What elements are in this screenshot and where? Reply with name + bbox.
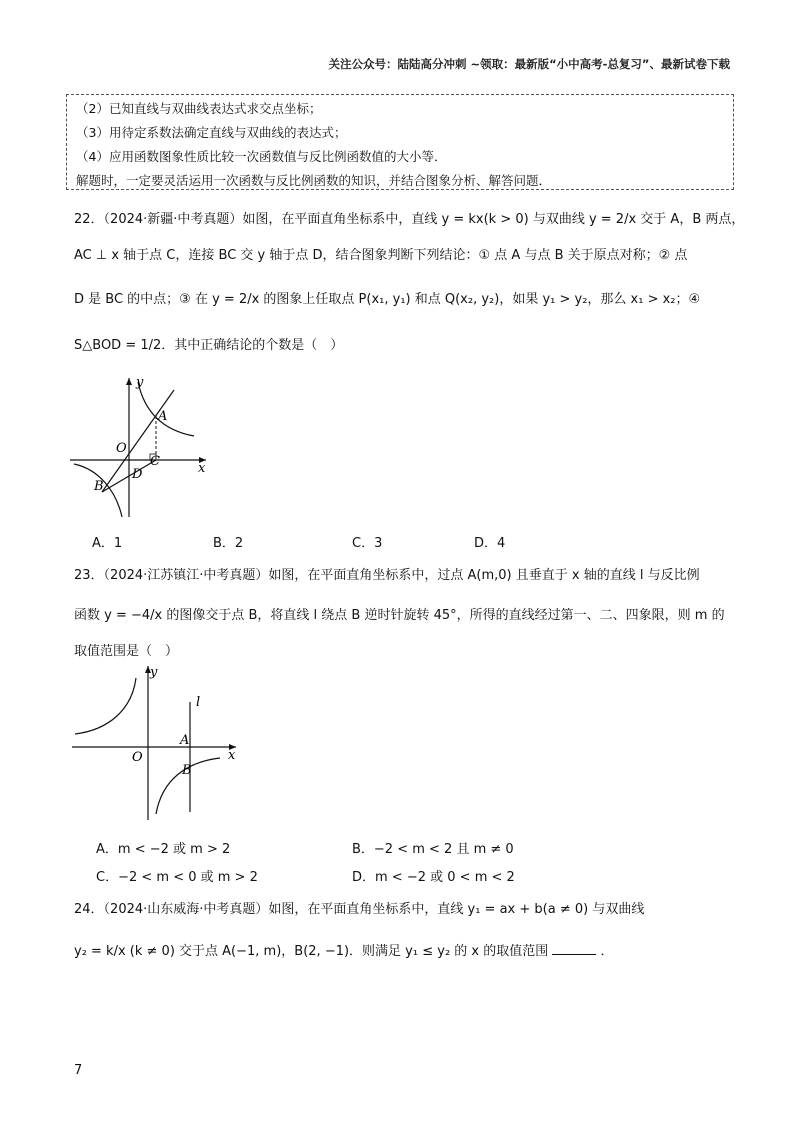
q23-option-c: C．−2 < m < 0 或 m > 2 bbox=[96, 870, 258, 885]
q22-option-a: A．1 bbox=[92, 536, 123, 551]
q24-line-2 bbox=[74, 940, 614, 959]
q23-option-b: B．−2 < m < 2 且 m ≠ 0 bbox=[352, 842, 514, 857]
page-number: 7 bbox=[74, 1063, 83, 1078]
q22-option-b: B．2 bbox=[213, 536, 244, 551]
q23-line-1: 23．（2024·江苏镇江·中考真题）如图，在平面直角坐标系中，过点 A(m,0) 且垂直于 x 轴的直线 l 与反比例 bbox=[74, 568, 700, 583]
point-d-label: D bbox=[132, 467, 143, 482]
q23-line-3: 取值范围是（ ） bbox=[74, 644, 179, 659]
q24-line-2-text: y₂ = k/x (k ≠ 0) 交于点 A(−1, m)，B(2, −1)．则满足 y₁ ≤ y₂ 的 x 的取值范围 bbox=[74, 944, 549, 959]
q23-line-2: 函数 y = −4/x 的图像交于点 B，将直线 l 绕点 B 逆时针旋转 45°，所得的直线经过第一、二、四象限，则 m 的 bbox=[74, 608, 725, 623]
q23-figure bbox=[70, 662, 240, 822]
x-axis-label: x bbox=[198, 461, 206, 476]
point-a-label: A bbox=[180, 733, 190, 748]
tip-line: （3）用待定系数法确定直线与双曲线的表达式； bbox=[76, 125, 347, 140]
point-a-label: A bbox=[158, 409, 168, 424]
y-axis-label: y bbox=[150, 665, 158, 680]
y-axis-label: y bbox=[136, 375, 144, 390]
answer-blank[interactable] bbox=[552, 942, 596, 955]
q23-option-a: A．m < −2 或 m > 2 bbox=[96, 842, 231, 857]
origin-label: O bbox=[116, 441, 127, 456]
tip-line: （4）应用函数图象性质比较一次函数值与反比例函数值的大小等． bbox=[76, 149, 447, 164]
origin-label: O bbox=[132, 750, 143, 765]
q24-line-2-end: ． bbox=[600, 944, 614, 959]
q22-line-3: D 是 BC 的中点；③ 在 y = 2/x 的图象上任取点 P(x₁, y₁) 和点 Q(x₂, y₂)，如果 y₁ > y₂，那么 x₁ > x₂；④ bbox=[74, 292, 701, 307]
point-c-label: C bbox=[150, 454, 160, 469]
q22-line-2: AC ⊥ x 轴于点 C，连接 BC 交 y 轴于点 D，结合图象判断下列结论：① 点 A 与点 B 关于原点对称；② 点 bbox=[74, 248, 688, 263]
tip-line: （2）已知直线与双曲线表达式求交点坐标； bbox=[76, 101, 322, 116]
line-l-label: l bbox=[196, 695, 201, 710]
q22-line-1: 22．（2024·新疆·中考真题）如图，在平面直角坐标系中，直线 y = kx(k > 0) 与双曲线 y = 2/x 交于 A，B 两点， bbox=[74, 212, 745, 227]
point-b-label: B bbox=[182, 763, 192, 778]
q22-option-c: C．3 bbox=[352, 536, 383, 551]
page-header: 关注公众号：陆陆高分冲刺 ~领取：最新版“小中高考-总复习”、最新试卷下载 bbox=[328, 57, 730, 71]
q23-option-d: D．m < −2 或 0 < m < 2 bbox=[352, 870, 515, 885]
point-b-label: B bbox=[94, 479, 104, 494]
q24-line-1: 24．（2024·山东威海·中考真题）如图，在平面直角坐标系中，直线 y₁ = ax + b(a ≠ 0) 与双曲线 bbox=[74, 902, 645, 917]
x-axis-label: x bbox=[228, 748, 236, 763]
q22-line-4: S△BOD = 1/2．其中正确结论的个数是（ ） bbox=[74, 338, 344, 353]
q22-option-d: D．4 bbox=[474, 536, 506, 551]
tip-line: 解题时，一定要灵活运用一次函数与反比例函数的知识，并结合图象分析、解答问题． bbox=[76, 173, 552, 188]
q22-figure bbox=[66, 372, 216, 522]
